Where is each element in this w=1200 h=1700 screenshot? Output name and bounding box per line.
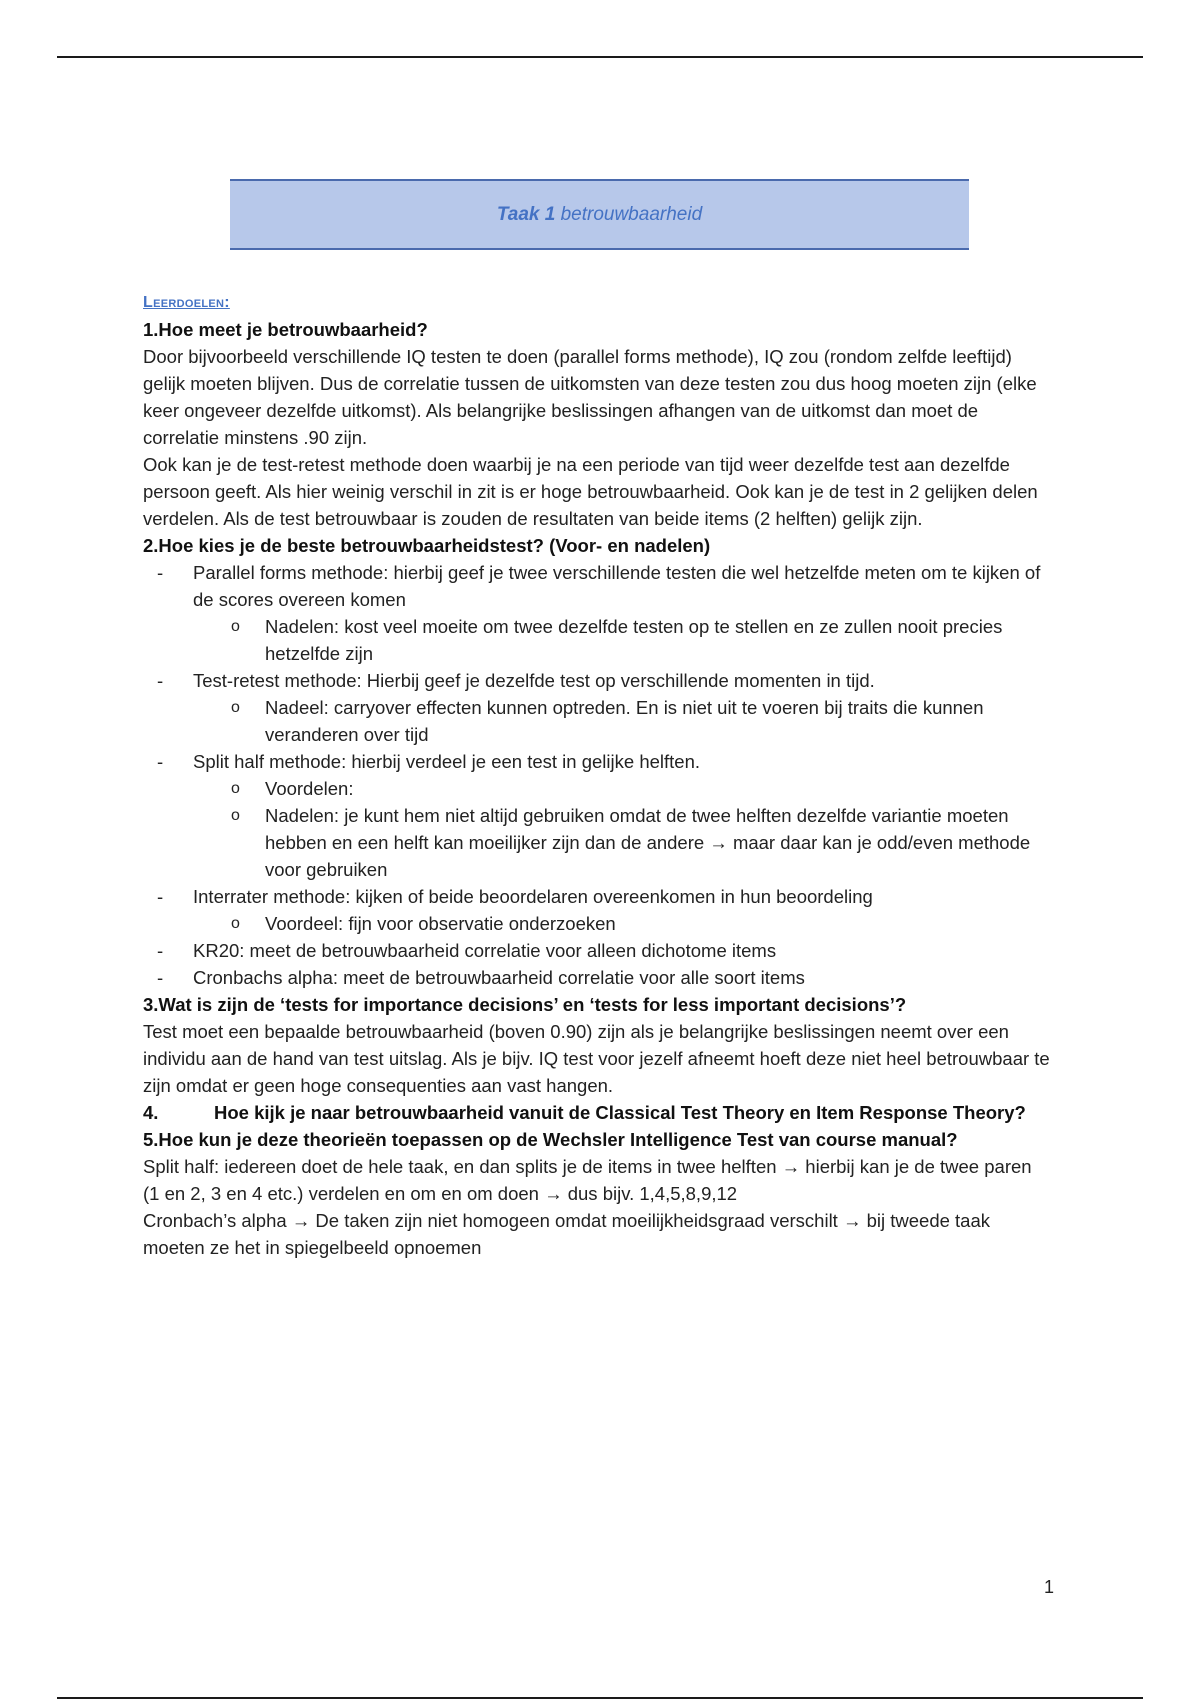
sub-list-item: o Voordelen: xyxy=(193,775,1053,802)
sub-list xyxy=(193,910,1053,937)
document-title-box xyxy=(230,179,969,250)
question-4-number: 4. xyxy=(143,1102,159,1123)
title-rest: betrouwbaarheid xyxy=(555,203,703,225)
list-item-text: Test-retest methode: Hierbij geef je dezelfde test op verschillende momenten in tijd. xyxy=(193,670,875,691)
sub-list-item: o Voordeel: fijn voor observatie onderzoeken xyxy=(193,910,1053,937)
question-4-heading xyxy=(143,1099,1053,1126)
q3-paragraph: Test moet een bepaalde betrouwbaarheid (boven 0.90) zijn als je belangrijke beslissingen neemt over een individu aan de hand van test uitslag. Als je bijv. IQ test voor jezelf afneemt hoeft deze niet heel betrouwbaar te zijn omdat er geen hoge consequenties aan vast hangen. xyxy=(143,1021,1050,1096)
list-item xyxy=(143,748,1053,883)
section-heading-leerdoelen: Leerdoelen: xyxy=(143,294,230,311)
document-body xyxy=(143,289,1053,1261)
list-item-text: Interrater methode: kijken of beide beoordelaren overeenkomen in hun beoordeling xyxy=(193,886,873,907)
sub-list xyxy=(193,613,1053,667)
title-bold: Taak 1 xyxy=(496,203,556,225)
sub-list xyxy=(193,775,1053,883)
list-item xyxy=(143,559,1053,667)
q1-paragraph: Ook kan je de test-retest methode doen waarbij je na een periode van tijd weer dezelfde test aan dezelfde persoon geeft. Als hier weinig verschil in zit is er hoge betrouwbaarheid. Ook kan je de test in 2 gelijken delen verdelen. Als de test betrouwbaar is zouden de resultaten van beide items (2 helften) gelijk zijn. xyxy=(143,454,1038,529)
header-rule xyxy=(57,56,1143,58)
list-item: - KR20: meet de betrouwbaarheid correlatie voor alleen dichotome items xyxy=(143,937,1053,964)
question-4-text: Hoe kijk je naar betrouwbaarheid vanuit de Classical Test Theory en Item Response Theory? xyxy=(214,1102,1026,1123)
question-5-heading: 5.Hoe kun je deze theorieën toepassen op de Wechsler Intelligence Test van course manual? xyxy=(143,1129,958,1150)
q1-paragraph: Door bijvoorbeeld verschillende IQ testen te doen (parallel forms methode), IQ zou (rondom zelfde leeftijd) gelijk moeten blijven. Dus de correlatie tussen de uitkomsten van deze testen zou dus hoog moeten zijn (elke keer ongeveer dezelfde uitkomst). Als belangrijke beslissingen afhangen van de uitkomst dan moet de correlatie minstens .90 zijn. xyxy=(143,346,1037,448)
q2-list xyxy=(143,559,1053,991)
footer-rule xyxy=(57,1697,1143,1699)
sub-list-item: o Nadelen: kost veel moeite om twee dezelfde testen op te stellen en ze zullen nooit precies hetzelfde zijn xyxy=(193,613,1053,667)
sub-list-item: o Nadeel: carryover effecten kunnen optreden. En is niet uit te voeren bij traits die kunnen veranderen over tijd xyxy=(193,694,1053,748)
list-item-text: Split half methode: hierbij verdeel je een test in gelijke helften. xyxy=(193,751,700,772)
page-number: 1 xyxy=(1044,1577,1055,1597)
list-item: - Cronbachs alpha: meet de betrouwbaarheid correlatie voor alle soort items xyxy=(143,964,1053,991)
sub-list xyxy=(193,694,1053,748)
question-1-heading: 1.Hoe meet je betrouwbaarheid? xyxy=(143,319,428,340)
list-item xyxy=(143,883,1053,937)
q5-paragraph: Cronbach’s alpha → De taken zijn niet homogeen omdat moeilijkheidsgraad verschilt → bij tweede taak moeten ze het in spiegelbeeld opnoemen xyxy=(143,1210,991,1258)
question-3-heading: 3.Wat is zijn de ‘tests for importance decisions’ en ‘tests for less important decisions’? xyxy=(143,994,907,1015)
list-item xyxy=(143,667,1053,748)
q5-paragraph: Split half: iedereen doet de hele taak, en dan splits je de items in twee helften → hierbij kan je de twee paren (1 en 2, 3 en 4 etc.) verdelen en om en om doen → dus bijv. 1,4,5,8,9,12 xyxy=(143,1156,1032,1204)
question-2-heading: 2.Hoe kies je de beste betrouwbaarheidstest? (Voor- en nadelen) xyxy=(143,535,711,556)
sub-list-item: o Nadelen: je kunt hem niet altijd gebruiken omdat de twee helften dezelfde variantie moeten hebben en een helft kan moeilijker zijn dan de andere → maar daar kan je odd/even methode voor gebruiken xyxy=(193,802,1053,883)
list-item-text: Parallel forms methode: hierbij geef je twee verschillende testen die wel hetzelfde meten om te kijken of de scores overeen komen xyxy=(193,562,1041,610)
